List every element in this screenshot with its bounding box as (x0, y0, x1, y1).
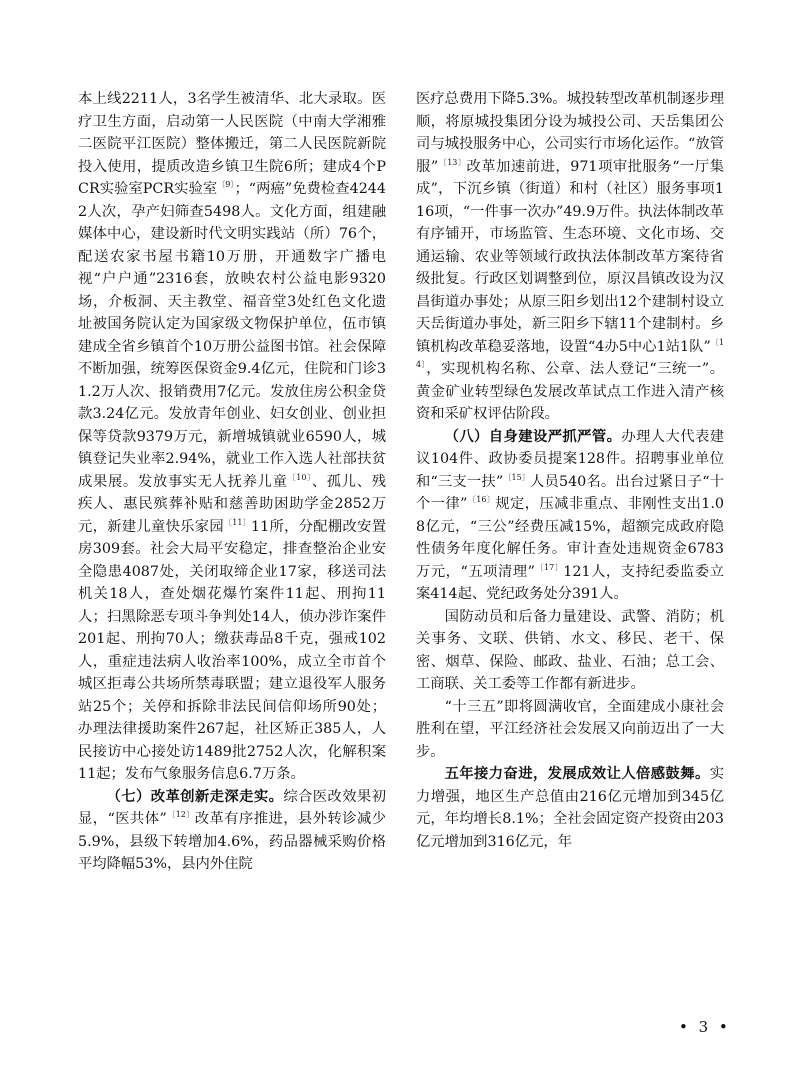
footnote-ref-15: 〔15〕 (503, 472, 531, 482)
right-column (416, 88, 724, 853)
paragraph-reform-continued: 医疗总费用下降5.3%。城投转型改革机制逐步理顺，将原城投集团分设为城投公司、天岳集团公司与城投服务中心，公司实行市场化运作。“放管服”$^{〔13〕}$改革加速前进，971项审批服务“一厅集成”，下沉乡镇（街道）和村（社区）服务事项116项，“一件事一次办”49.9万件。执法体制改革有序铺开，市场监管、生态环境、文化市场、交通运输、农业等领域行政执法体制改革方案待省级批复。行政区划调整到位，原汉昌镇改设为汉昌街道办事处；从原三阳乡划出12个建制村设立天岳街道办事处，新三阳乡下辖11个建制村。乡镇机构改革稳妥落地，设置“4办5中心1站1队”$^{〔14〕}$，实现机构名称、公章、法人登记“三统一”。黄金矿业转型绿色发展改革试点工作进入清产核资和采矿权评估阶段。 (416, 91, 724, 422)
footnote-ref-9: 〔9〕 (217, 180, 235, 190)
footnote-ref-10: 〔10〕 (287, 472, 312, 482)
footnote-ref-12: 〔12〕 (166, 810, 195, 820)
paragraph-thirteenth-plan: “十三五”即将圆满收官，全面建成小康社会胜利在望，平江经济社会发展又向前迈出了一大步。 (416, 698, 724, 760)
footnote-ref-11: 〔11〕 (223, 517, 252, 527)
left-column (78, 88, 386, 876)
paragraph-self-construction: （八）自身建设严抓严管。办理人大代表建议104件、政协委员提案128件。招聘事业单位和“三支一扶”$^{〔15〕}$人员540名。出台过紧日子“十个一律”$^{〔16〕}$规定，压减非重点、非刚性支出1.08亿元，“三公”经费压减15%，超额完成政府隐性债务年度化解任务。审计查处违规资金6783万元，“五项清理”$^{〔17〕}$121人，支持纪委监委立案414起、党纪政务处分391人。 (416, 428, 725, 602)
section-heading-7: （七）改革创新走深走实。 (106, 788, 284, 805)
page-number: • 3 • (679, 1018, 731, 1036)
paragraph-social-services: 本上线2211人，3名学生被清华、北大录取。医疗卫生方面，启动第一人民医院（中南大学湘雅二医院平江医院）整体搬迁，第二人民医院新院投入使用，提质改造乡镇卫生院6所；建成4个PCR实验室PCR实验室$^{〔9〕}$；“两癌”免费检查42442人次，孕产妇筛查5498人。文化方面，组建融媒体中心，建设新时代文明实践站（所）76个，配送农家书屋书籍10万册，开通数字广播电视“户户通”2316套，放映农村公益电影9320场，介板洞、天主教堂、福音堂3处红色文化遗址被国务院认定为国家级文物保护单位，伍市镇建成全省乡镇首个10万册公益图书馆。社会保障不断加强，统筹医保资金9.4亿元，住院和门诊31.2万人次、报销费用7亿元。发放住房公积金贷款3.24亿元。发放青年创业、妇女创业、创业担保等贷款9379万元，新增城镇就业6590人，城镇登记失业率2.94%，就业工作入选人社部扶贫成果展。发放事实无人抚养儿童$^{〔10〕}$、孤儿、残疾人、惠民殡葬补贴和慈善助困助学金2852万元，新建儿童快乐家园$^{〔11〕}$11所，分配棚改安置房309套。社会大局平安稳定，排查整治企业安全隐患4087处，关闭取缔企业17家，移送司法机关18人，查处烟花爆竹案件11起、刑拘11人；扫黑除恶专项斗争判处14人，侦办涉诈案件201起、刑拘70人；缴获毒品8千克，强戒102人，重症违法病人收治率100%，成立全市首个城区拒毒公共场所禁毒联盟；建立退役军人服务站25个；关停和拆除非法民间信仰场所90处；办理法律援助案件267起，社区矫正385人，人民接访中心接处访1489批2752人次，化解积案11起；发布气象服务信息6.7万条。 (78, 91, 387, 782)
section-heading-five-years: 五年接力奋进，发展成效让人倍感鼓舞。 (444, 766, 710, 782)
paragraph-other-work: 国防动员和后备力量建设、武警、消防；机关事务、文联、供销、水文、移民、老干、保密、烟草、保险、邮政、盐业、石油；总工会、工商联、关工委等工作都有新进步。 (416, 608, 724, 692)
paragraph-reform-innovation: （七）改革创新走深走实。综合医改效果初显，“医共体”$^{〔12〕}$改革有序推进，县外转诊减少5.9%，县级下转增加4.6%，药品器械采购价格平均降幅53%，县内外住院 (78, 788, 387, 872)
footnote-ref-13: 〔13〕 (438, 157, 467, 167)
footnote-ref-17: 〔17〕 (534, 562, 564, 572)
paragraph-five-years: 五年接力奋进，发展成效让人倍感鼓舞。实力增强，地区生产总值由216亿元增加到345亿元，年均增长8.1%；全社会固定资产投资由203亿元增加到316亿元，年 (416, 766, 724, 850)
footnote-ref-14: 〔14〕 (416, 337, 724, 370)
section-heading-8: （八）自身建设严抓严管。 (444, 428, 622, 445)
footnote-ref-16: 〔16〕 (467, 495, 496, 505)
